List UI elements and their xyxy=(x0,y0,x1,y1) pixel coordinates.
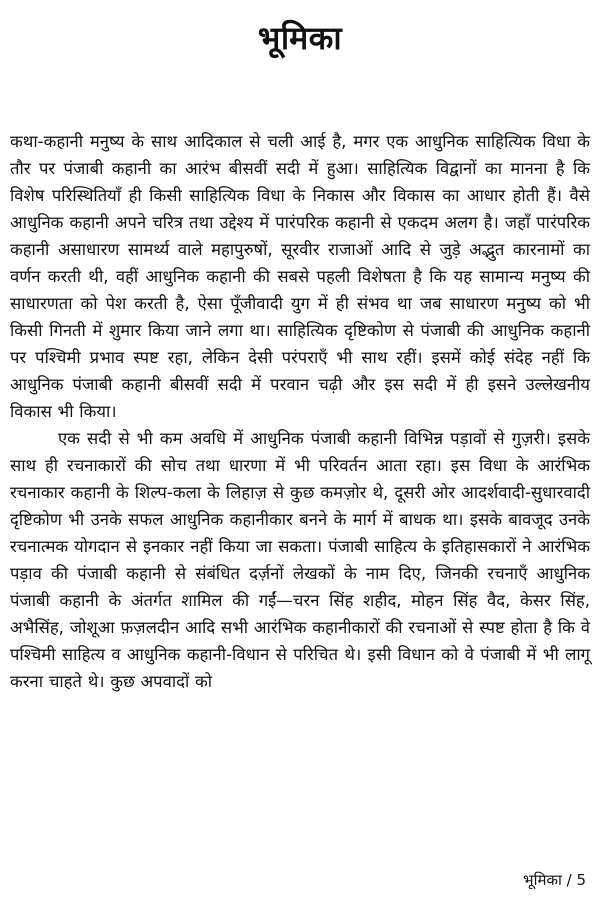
paragraph-1: कथा-कहानी मनुष्य के साथ आदिकाल से चली आई है, मगर एक आधुनिक साहित्यिक विधा के तौर पर पंजाबी कहानी का आरंभ बीसवीं सदी में हुआ। साहित्यिक विद्वानों का मानना है कि विशेष परिस्थितियाँ ही किसी साहित्यिक विधा के निकास और विकास का आधार होती हैं। वैसे आधुनिक कहानी अपने चरित्र तथा उद्देश्य में पारंपरिक कहानी से एकदम अलग है। जहाँ पारंपरिक कहानी असाधारण सामर्थ्य वाले महापुरुषों, सूरवीर राजाओं आदि से जुड़े अद्भुत कारनामों का वर्णन करती थी, वहीं आधुनिक कहानी की सबसे पहली विशेषता है कि यह सामान्य मनुष्य की साधारणता को पेश करती है, ऐसा पूँजीवादी युग में ही संभव था जब साधारण मनुष्य को भी किसी गिनती में शुमार किया जाने लगा था। साहित्यिक दृष्टिकोण से पंजाबी की आधुनिक कहानी पर पश्चिमी प्रभाव स्पष्ट रहा, लेकिन देसी परंपराएँ भी साथ रहीं। इसमें कोई संदेह नहीं कि आधुनिक पंजाबी कहानी बीसवीं सदी में परवान चढ़ी और इस सदी में ही इसने उल्लेखनीय विकास भी किया। xyxy=(10,132,590,421)
page-footer: भूमिका / 5 xyxy=(523,871,586,889)
page-title: भूमिका xyxy=(257,19,343,57)
body-text xyxy=(10,128,590,695)
paragraph-2: एक सदी से भी कम अवधि में आधुनिक पंजाबी कहानी विभिन्न पड़ावों से गुज़री। इसके साथ ही रचनाकारों की सोच तथा धारणा में भी परिवर्तन आता रहा। इस विधा के आरंभिक रचनाकार कहानी के शिल्प-कला के लिहाज़ से कुछ कमज़ोर थे, दूसरी ओर आदर्शवादी-सुधारवादी दृष्टिकोण भी उनके सफल आधुनिक कहानीकार बनने के मार्ग में बाधक था। इसके बावजूद उनके रचनात्मक योगदान से इनकार नहीं किया जा सकता। पंजाबी साहित्य के इतिहासकारों ने आरंभिक पड़ाव की पंजाबी कहानी से संबंधित दर्ज़नों लेखकों के नाम दिए, जिनकी रचनाएँ आधुनिक पंजाबी कहानी के अंतर्गत शामिल की गईं—चरन सिंह शहीद, मोहन सिंह वैद, केसर सिंह, अभैसिंह, जोशूआ फ़ज़लदीन आदि सभी आरंभिक कहानीकारों की रचनाओं से स्पष्ट होता है कि वे पश्चिमी साहित्य व आधुनिक कहानी-विधान से परिचित थे। इसी विधान को वे पंजाबी में भी लागू करना चाहते थे। कुछ अपवादों को xyxy=(10,429,590,691)
